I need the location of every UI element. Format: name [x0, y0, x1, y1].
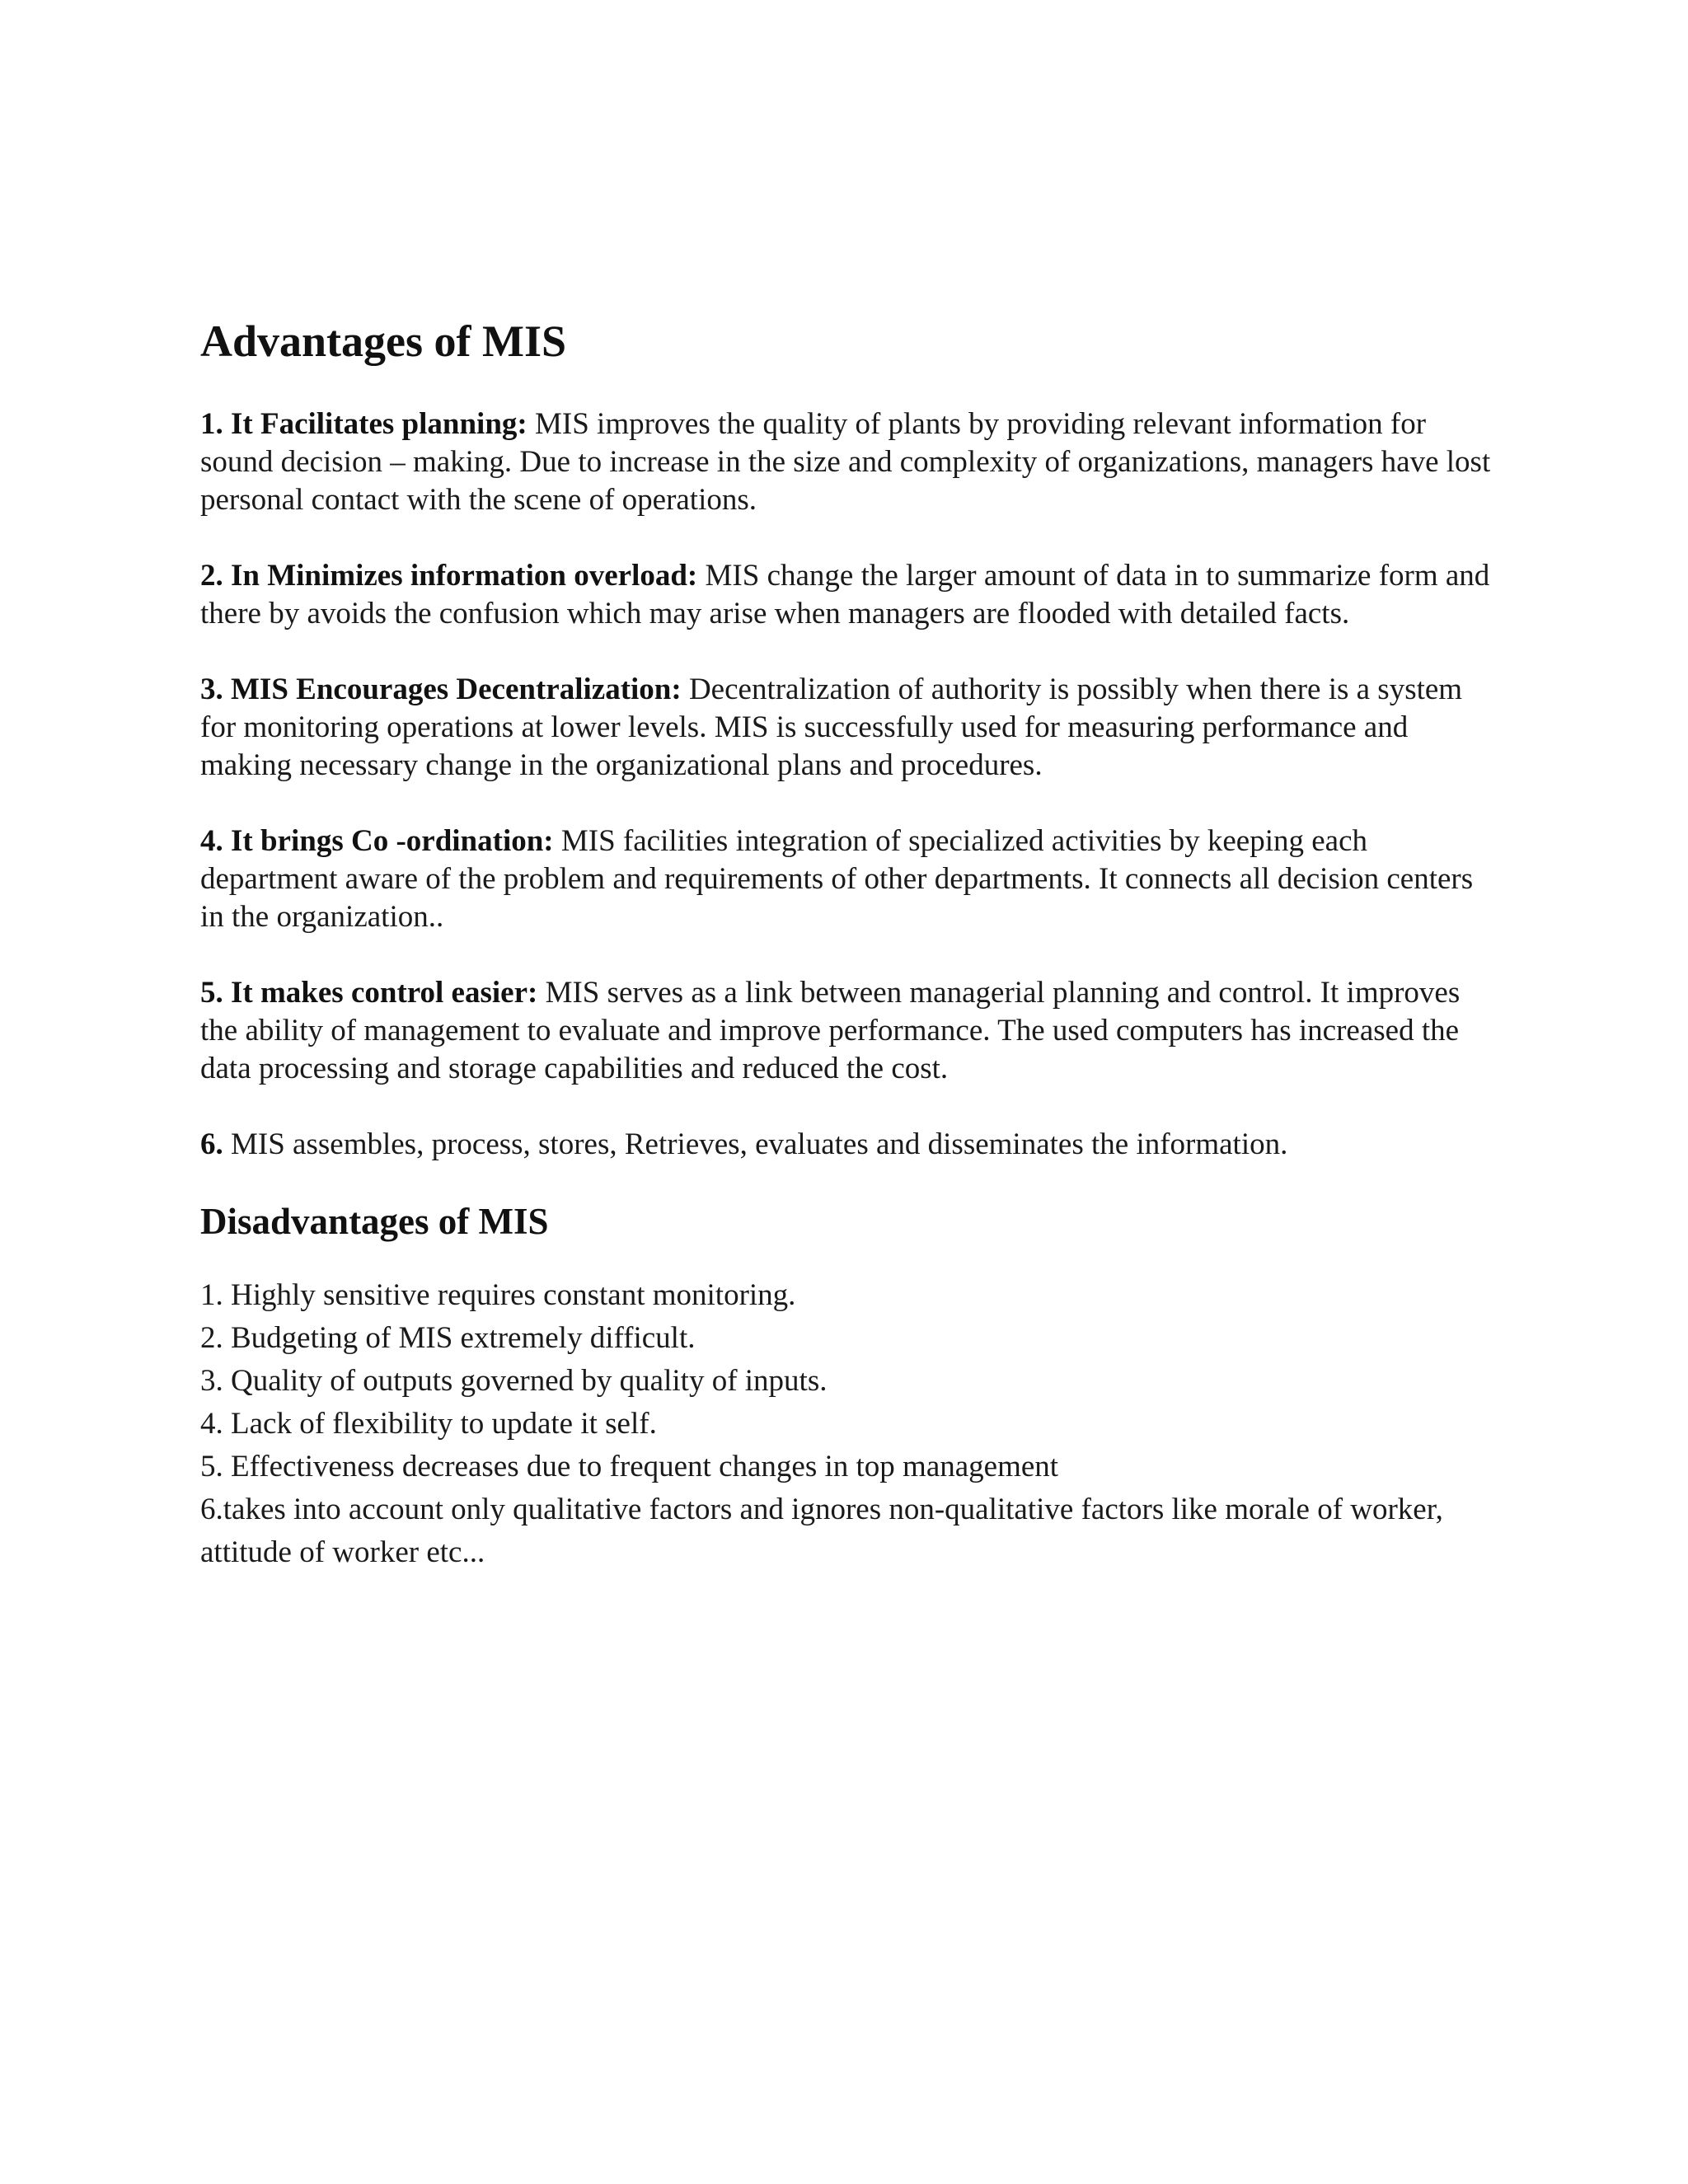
advantage-text-6: MIS assembles, process, stores, Retrieves, evaluates and disseminates the information. [223, 1127, 1288, 1161]
advantages-list [200, 405, 1503, 1164]
advantage-text-2: MIS change the larger amount of data in to summarize form and there by avoids the confusion which may arise when managers are flooded with detailed facts. [200, 559, 1490, 630]
advantage-lead-3: 3. MIS Encourages Decentralization: [200, 673, 682, 706]
advantage-item-4 [200, 823, 1503, 936]
advantage-lead-5: 5. It makes control easier: [200, 976, 538, 1010]
advantage-text-1: MIS improves the quality of plants by providing relevant information for sound decision – making. Due to increase in the size and complexity of organizations, managers have lost personal contact with the scene of operations. [200, 407, 1491, 517]
advantages-heading: Advantages of MIS [200, 316, 567, 366]
disadvantage-item-4: 4. Lack of flexibility to update it self. [200, 1407, 657, 1441]
advantage-item-2 [200, 557, 1503, 633]
advantage-text-4: MIS facilities integration of specialized activities by keeping each department aware of the problem and requirements of other departments. It connects all decision centers in the organization.. [200, 824, 1474, 934]
disadvantage-item-5: 5. Effectiveness decreases due to frequent changes in top management [200, 1450, 1059, 1483]
advantage-item-5 [200, 974, 1503, 1088]
disadvantages-list [200, 1274, 1503, 1574]
disadvantages-heading: Disadvantages of MIS [200, 1201, 549, 1242]
advantage-text-3: Decentralization of authority is possibly when there is a system for monitoring operations at lower levels. MIS is successfully used for measuring performance and making necessary change in the organizational plans and procedures. [200, 673, 1463, 782]
disadvantage-item-1: 1. Highly sensitive requires constant monitoring. [200, 1278, 796, 1312]
advantage-lead-6: 6. [200, 1127, 223, 1161]
advantage-lead-1: 1. It Facilitates planning: [200, 407, 528, 441]
disadvantage-item-3: 3. Quality of outputs governed by quality of inputs. [200, 1364, 828, 1398]
disadvantage-item-6: 6.takes into account only qualitative factors and ignores non-qualitative factors like morale of worker, attitude of worker etc... [200, 1493, 1443, 1569]
advantage-item-6 [200, 1126, 1503, 1164]
disadvantage-item-2: 2. Budgeting of MIS extremely difficult. [200, 1321, 696, 1355]
advantage-text-5: MIS serves as a link between managerial planning and control. It improves the ability of management to evaluate and improve performance. The used computers has increased the data processing and storage capabilities and reduced the cost. [200, 976, 1461, 1085]
advantage-lead-2: 2. In Minimizes information overload: [200, 559, 698, 593]
document-content [200, 312, 1503, 1574]
advantage-item-1 [200, 405, 1503, 519]
advantage-item-3 [200, 671, 1503, 785]
advantage-lead-4: 4. It brings Co -ordination: [200, 824, 554, 858]
